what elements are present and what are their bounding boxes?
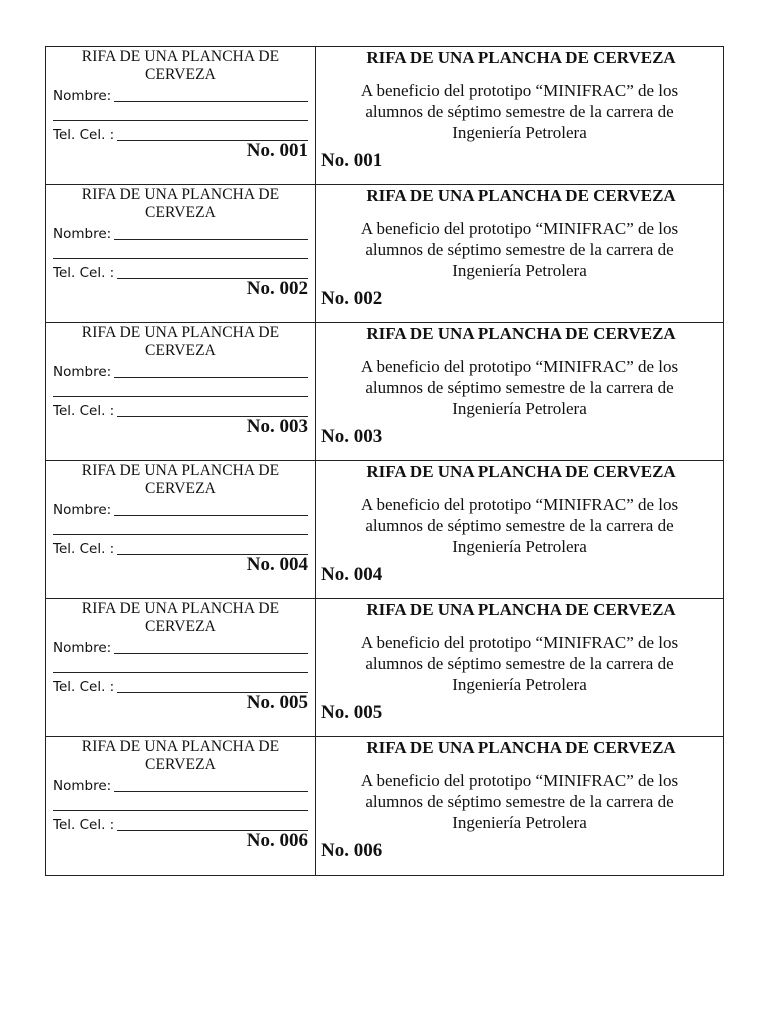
ticket-number: No. 001 [321, 150, 383, 171]
stub-title: RIFA DE UNA PLANCHA DE CERVEZA [81, 186, 280, 221]
raffle-ticket-row [45, 185, 724, 323]
name-label: Nombre: [53, 226, 112, 242]
stub-number: No. 003 [246, 416, 308, 437]
ticket-description: A beneficio del prototipo “MINIFRAC” de los alumnos de séptimo semestre de la carrera de Ingeniería Petrolera [360, 495, 679, 556]
ticket-number: No. 005 [321, 702, 383, 723]
raffle-ticket-row [45, 323, 724, 461]
ticket-title: RIFA DE UNA PLANCHA DE CERVEZA [366, 324, 676, 343]
phone-label: Tel. Cel. : [53, 403, 115, 419]
extra-line [53, 794, 308, 811]
name-label: Nombre: [53, 364, 112, 380]
phone-line [117, 402, 308, 417]
ticket-title: RIFA DE UNA PLANCHA DE CERVEZA [366, 738, 676, 757]
ticket-number: No. 003 [321, 426, 383, 447]
ticket-number: No. 006 [321, 840, 383, 861]
ticket-body [316, 185, 723, 322]
raffle-ticket-row [45, 461, 724, 599]
extra-line [53, 518, 308, 535]
ticket-number: No. 004 [321, 564, 383, 585]
phone-line [117, 264, 308, 279]
ticket-body [316, 599, 723, 736]
ticket-title: RIFA DE UNA PLANCHA DE CERVEZA [366, 48, 676, 67]
phone-line [117, 678, 308, 693]
phone-line [117, 126, 308, 141]
ticket-number: No. 002 [321, 288, 383, 309]
ticket-stub [46, 185, 316, 322]
name-label: Nombre: [53, 640, 112, 656]
phone-label: Tel. Cel. : [53, 817, 115, 833]
name-field [53, 638, 308, 656]
name-field [53, 86, 308, 104]
ticket-description: A beneficio del prototipo “MINIFRAC” de los alumnos de séptimo semestre de la carrera de Ingeniería Petrolera [360, 633, 679, 694]
ticket-title: RIFA DE UNA PLANCHA DE CERVEZA [366, 462, 676, 481]
phone-line [117, 540, 308, 555]
stub-title: RIFA DE UNA PLANCHA DE CERVEZA [81, 48, 280, 83]
stub-number: No. 004 [246, 554, 308, 575]
stub-number: No. 005 [246, 692, 308, 713]
ticket-stub [46, 47, 316, 184]
name-label: Nombre: [53, 502, 112, 518]
name-line [114, 225, 308, 240]
ticket-body [316, 47, 723, 184]
extra-line [53, 242, 308, 259]
ticket-title: RIFA DE UNA PLANCHA DE CERVEZA [366, 186, 676, 205]
stub-title: RIFA DE UNA PLANCHA DE CERVEZA [81, 600, 280, 635]
ticket-stub [46, 737, 316, 875]
ticket-description: A beneficio del prototipo “MINIFRAC” de los alumnos de séptimo semestre de la carrera de Ingeniería Petrolera [360, 357, 679, 418]
phone-label: Tel. Cel. : [53, 679, 115, 695]
name-field [53, 776, 308, 794]
name-line [114, 777, 308, 792]
name-label: Nombre: [53, 778, 112, 794]
ticket-stub [46, 599, 316, 736]
name-field [53, 500, 308, 518]
name-line [114, 363, 308, 378]
ticket-stub [46, 323, 316, 460]
ticket-body [316, 323, 723, 460]
extra-line [53, 104, 308, 121]
ticket-body [316, 737, 723, 875]
stub-number: No. 006 [246, 830, 308, 851]
ticket-description: A beneficio del prototipo “MINIFRAC” de los alumnos de séptimo semestre de la carrera de Ingeniería Petrolera [360, 771, 679, 832]
ticket-body [316, 461, 723, 598]
phone-line [117, 816, 308, 831]
name-label: Nombre: [53, 88, 112, 104]
phone-label: Tel. Cel. : [53, 265, 115, 281]
stub-title: RIFA DE UNA PLANCHA DE CERVEZA [81, 462, 280, 497]
raffle-ticket-row [45, 599, 724, 737]
stub-number: No. 001 [246, 140, 308, 161]
raffle-ticket-row [45, 47, 724, 185]
phone-label: Tel. Cel. : [53, 127, 115, 143]
phone-label: Tel. Cel. : [53, 541, 115, 557]
raffle-sheet [45, 46, 724, 876]
name-field [53, 224, 308, 242]
raffle-ticket-row [45, 737, 724, 876]
name-field [53, 362, 308, 380]
name-line [114, 501, 308, 516]
extra-line [53, 656, 308, 673]
name-line [114, 87, 308, 102]
ticket-stub [46, 461, 316, 598]
stub-title: RIFA DE UNA PLANCHA DE CERVEZA [81, 738, 280, 773]
stub-number: No. 002 [246, 278, 308, 299]
ticket-description: A beneficio del prototipo “MINIFRAC” de los alumnos de séptimo semestre de la carrera de Ingeniería Petrolera [360, 81, 679, 142]
stub-title: RIFA DE UNA PLANCHA DE CERVEZA [81, 324, 280, 359]
extra-line [53, 380, 308, 397]
ticket-description: A beneficio del prototipo “MINIFRAC” de los alumnos de séptimo semestre de la carrera de Ingeniería Petrolera [360, 219, 679, 280]
ticket-title: RIFA DE UNA PLANCHA DE CERVEZA [366, 600, 676, 619]
name-line [114, 639, 308, 654]
